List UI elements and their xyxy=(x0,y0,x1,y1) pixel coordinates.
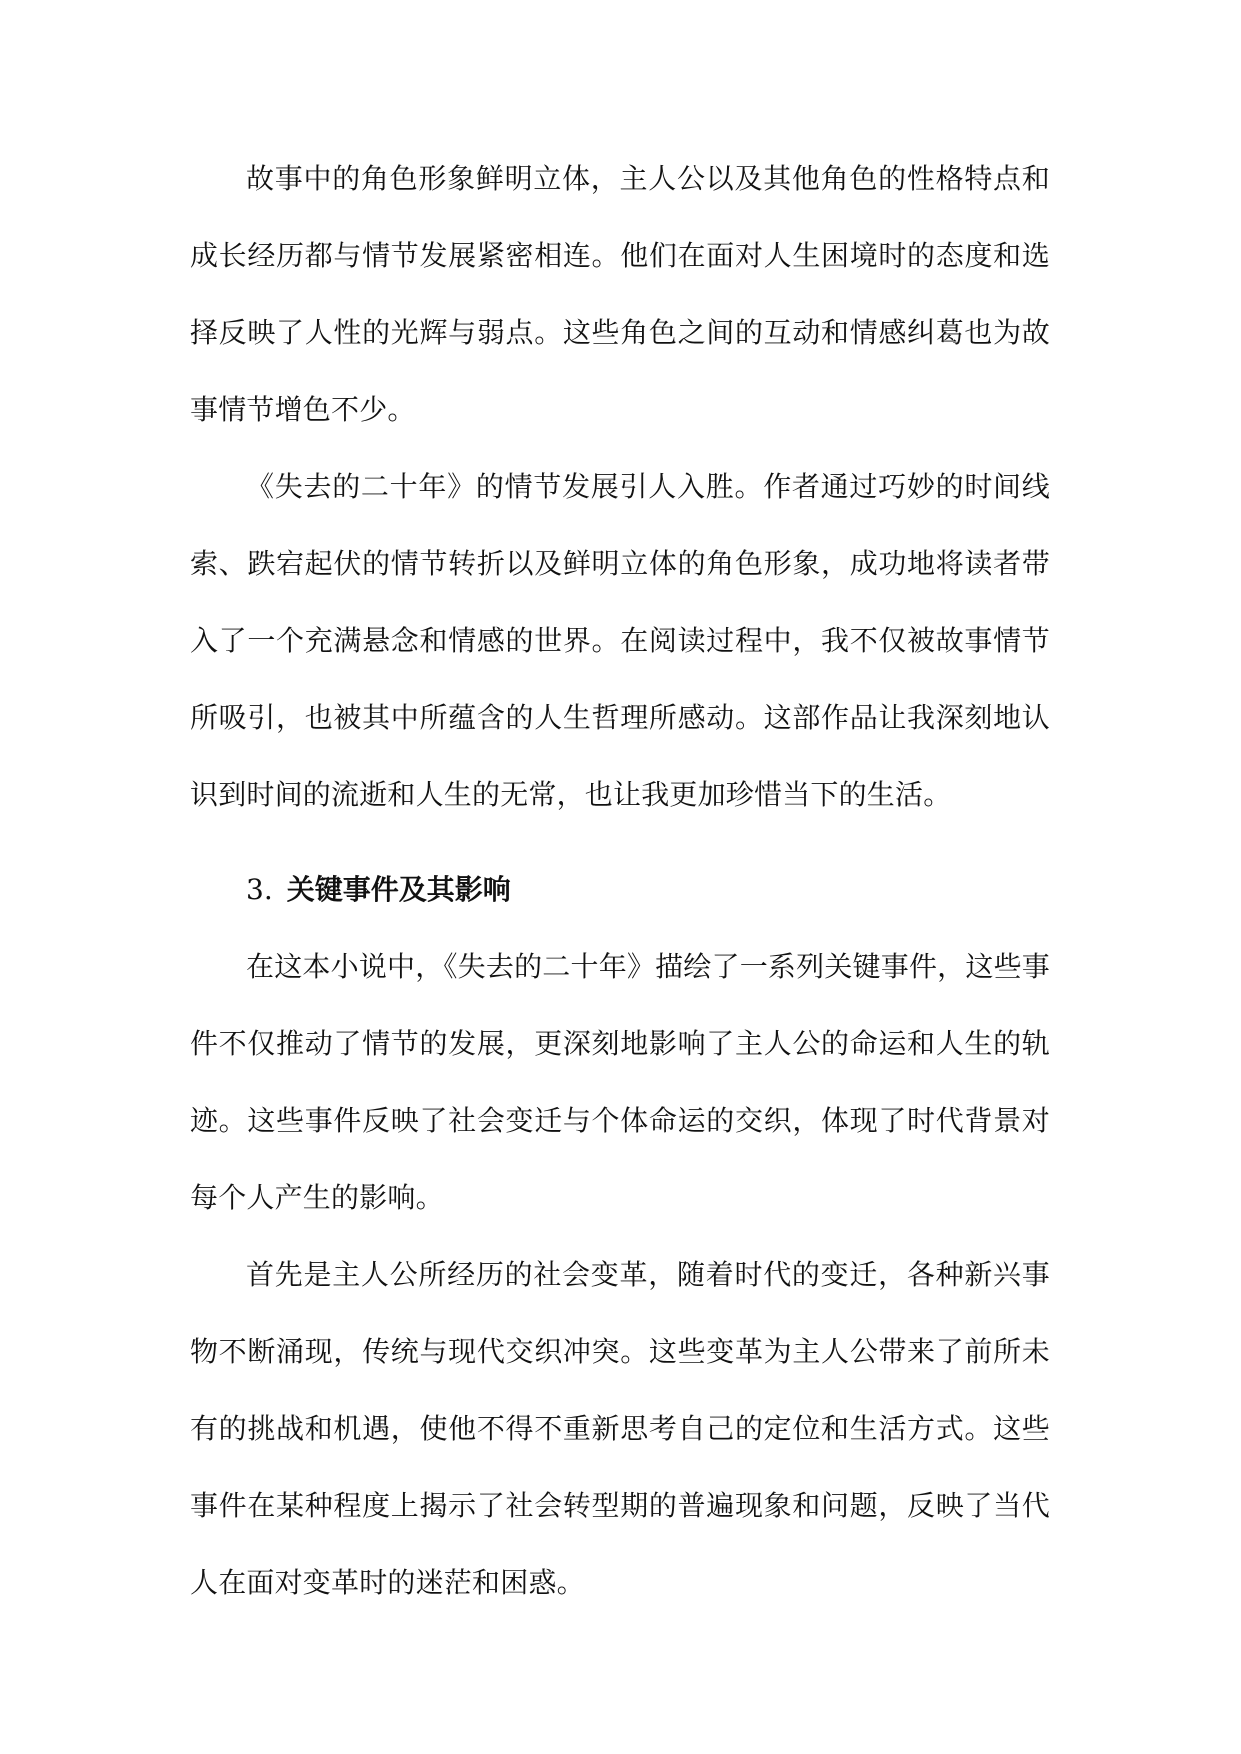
document-body xyxy=(190,140,1050,1621)
section-heading xyxy=(190,851,1050,928)
section-number: 3. xyxy=(246,873,273,906)
section-title: 关键事件及其影响 xyxy=(286,873,511,906)
paragraph-social-change: 首先是主人公所经历的社会变革，随着时代的变迁，各种新兴事物不断涌现，传统与现代交织冲突。这些变革为主人公带来了前所未有的挑战和机遇，使他不得不重新思考自己的定位和生活方式。这些事件在某种程度上揭示了社会转型期的普遍现象和问题，反映了当代人在面对变革时的迷茫和困惑。 xyxy=(190,1258,1050,1599)
paragraph-plot-development: 《失去的二十年》的情节发展引人入胜。作者通过巧妙的时间线索、跌宕起伏的情节转折以及鲜明立体的角色形象，成功地将读者带入了一个充满悬念和情感的世界。在阅读过程中，我不仅被故事情节所吸引，也被其中所蕴含的人生哲理所感动。这部作品让我深刻地认识到时间的流逝和人生的无常，也让我更加珍惜当下的生活。 xyxy=(190,470,1050,811)
paragraph-key-events: 在这本小说中，《失去的二十年》描绘了一系列关键事件，这些事件不仅推动了情节的发展，更深刻地影响了主人公的命运和人生的轨迹。这些事件反映了社会变迁与个体命运的交织，体现了时代背景对每个人产生的影响。 xyxy=(190,950,1050,1214)
paragraph-characters: 故事中的角色形象鲜明立体，主人公以及其他角色的性格特点和成长经历都与情节发展紧密相连。他们在面对人生困境时的态度和选择反映了人性的光辉与弱点。这些角色之间的互动和情感纠葛也为故事情节增色不少。 xyxy=(190,162,1050,426)
